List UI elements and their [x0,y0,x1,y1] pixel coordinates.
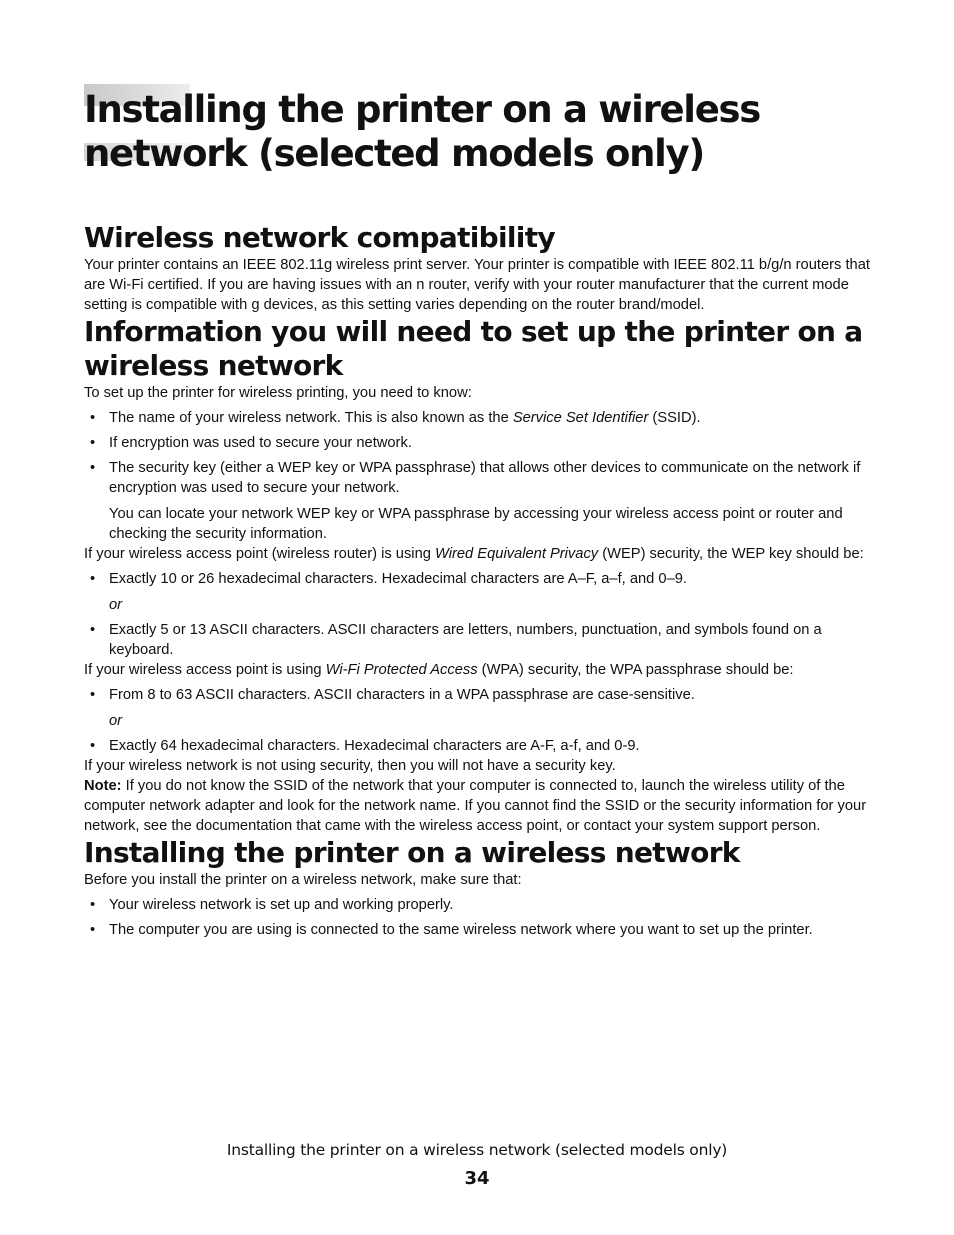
security-key-note: You can locate your network WEP key or WPA passphrase by accessing your wireless access point or router and checking the security information. [109,506,843,542]
wpa-list-1 [84,685,876,705]
installing-list [84,895,876,940]
compatibility-paragraph: Your printer contains an IEEE 802.11g wireless print server. Your printer is compatible with IEEE 802.11 b/g/n routers that are Wi-Fi certified. If you are having issues with an n router, verify with your router manufacturer that the current mode setting is compatible with g devices, as this setting varies depending on the router brand/model. [84,257,870,313]
term-wep: Wired Equivalent Privacy [435,546,599,562]
information-intro: To set up the printer for wireless printing, you need to know: [84,385,472,401]
term-wpa: Wi-Fi Protected Access [325,662,478,678]
information-list [84,408,876,498]
footer-title: Installing the printer on a wireless network (selected models only) [226,1141,728,1159]
heading-wireless-compatibility: Wireless network compatibility [84,221,555,254]
wpa-intro: If your wireless access point is using Wi-Fi Protected Access (WPA) security, the WPA passphrase should be: [84,662,794,678]
list-item-wep-hex: • Exactly 10 or 26 hexadecimal characters. Hexadecimal characters are A–F, a–f, and 0–9. [84,569,876,589]
installing-intro: Before you install the printer on a wireless network, make sure that: [84,872,522,888]
term-ssid: Service Set Identifier [512,410,649,426]
list-item-encryption: • If encryption was used to secure your network. [84,433,876,453]
list-item-wpa-hex: • Exactly 64 hexadecimal characters. Hexadecimal characters are A-F, a-f, and 0-9. [84,736,876,756]
list-item-ssid: • The name of your wireless network. This is also known as the Service Set Identifier (SSID). [84,408,876,428]
note-paragraph: Note: If you do not know the SSID of the network that your computer is connected to, launch the wireless utility of the computer network adapter and look for the network name. If you cannot find the SSID or the security information for your network, see the documentation that came with the wireless access point, or contact your system support person. [84,778,867,834]
wep-list-2 [84,620,876,660]
wpa-list-2 [84,736,876,756]
no-security-paragraph: If your wireless network is not using security, then you will not have a security key. [84,758,616,774]
or-separator-wpa: or [109,713,123,729]
heading-information-needed: Information you will need to set up the printer on a wireless network [84,315,863,382]
list-item-wpa-ascii: • From 8 to 63 ASCII characters. ASCII characters in a WPA passphrase are case-sensitive. [84,685,876,705]
chapter-title: Installing the printer on a wireless network (selected models only) [84,88,760,175]
wep-intro: If your wireless access point (wireless router) is using Wired Equivalent Privacy (WEP) security, the WEP key should be: [84,546,864,562]
note-label: Note: [84,778,122,794]
wep-list-1 [84,569,876,589]
heading-installing-wireless: Installing the printer on a wireless network [84,836,740,869]
list-item-same-network: • The computer you are using is connected to the same wireless network where you want to set up the printer. [84,920,876,940]
list-item-security-key: • The security key (either a WEP key or WPA passphrase) that allows other devices to communicate on the network if encryption was used to secure your network. [84,458,876,498]
list-item-network-setup: • Your wireless network is set up and working properly. [84,895,876,915]
list-item-wep-ascii: • Exactly 5 or 13 ASCII characters. ASCII characters are letters, numbers, punctuation, and symbols found on a keyboard. [84,620,876,660]
page-number: 34 [464,1168,490,1189]
or-separator-wep: or [109,597,123,613]
page-content [84,221,876,940]
